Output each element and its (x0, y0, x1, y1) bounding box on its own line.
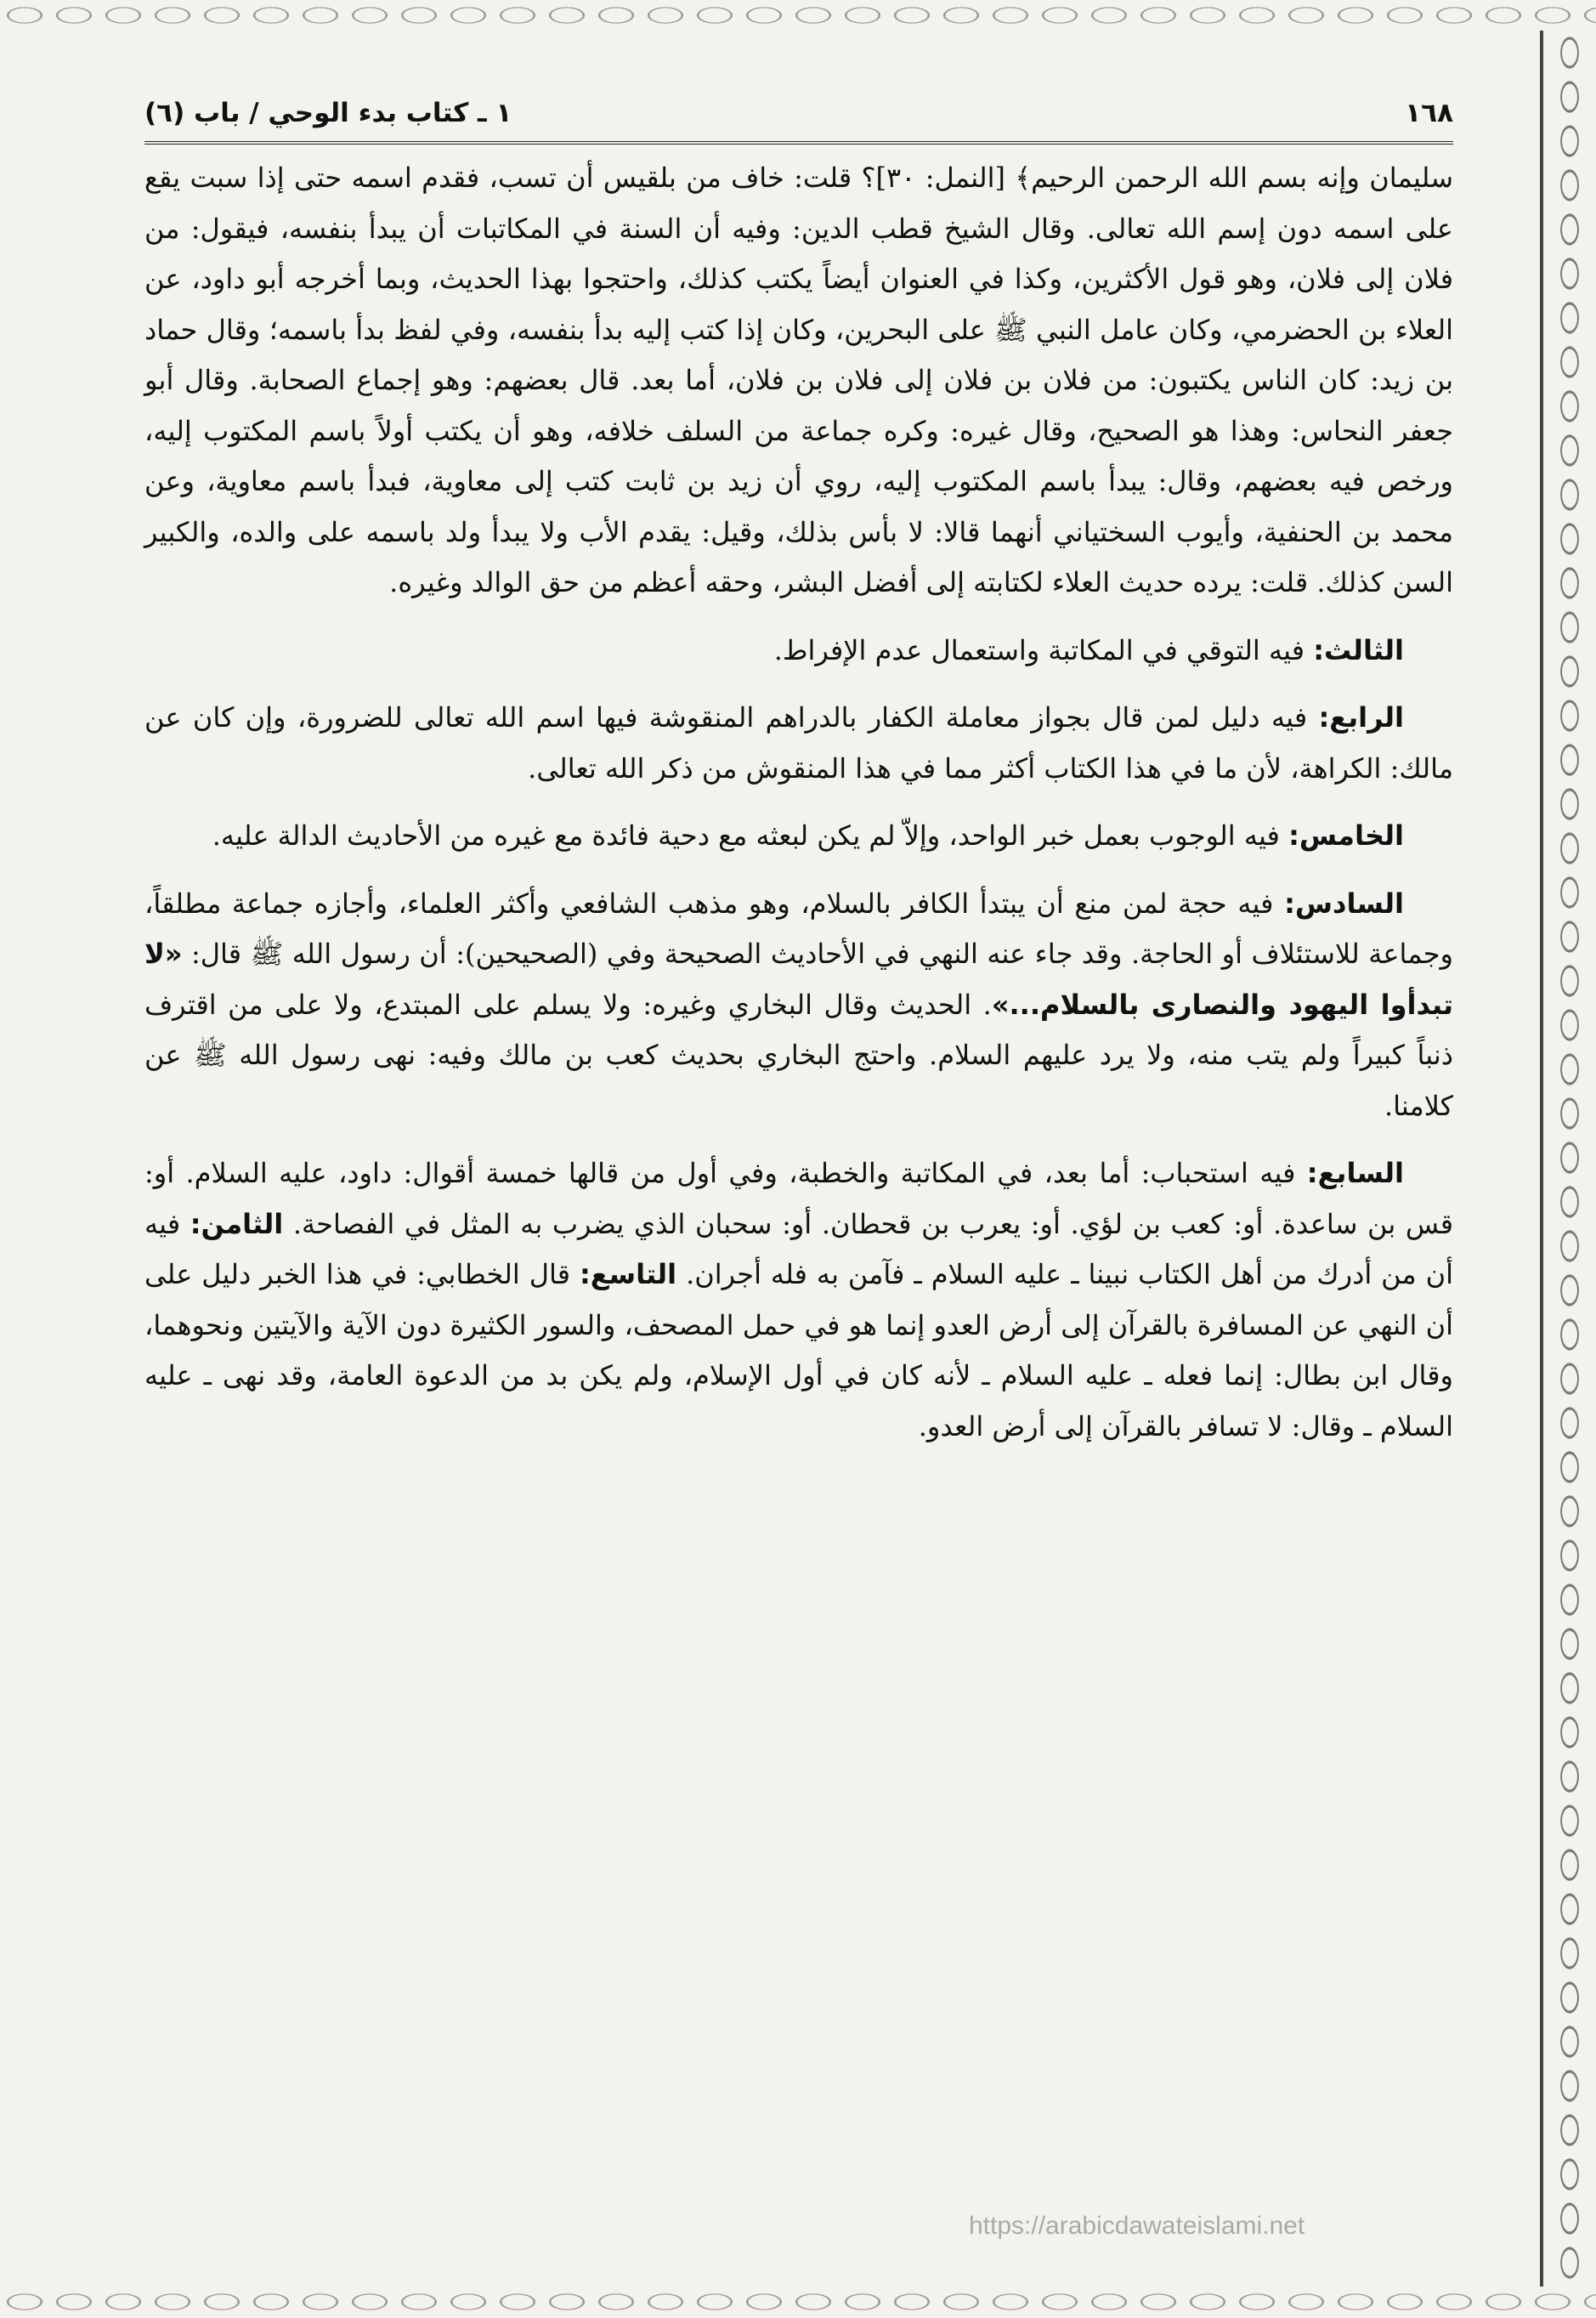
paragraph-fifth (144, 811, 1453, 862)
book-page (144, 85, 1453, 1452)
paragraph-text: فيه التوقي في المكاتبة واستعمال عدم الإفراط. (773, 633, 1314, 666)
section-lead: التاسع: (579, 1258, 677, 1290)
paragraph-text: فيه دليل لمن قال بجواز معاملة الكفار بالدراهم المنقوشة فيها اسم الله تعالى للضرورة، وإن كان عن مالك: الكراهة، لأن ما في هذا الكتاب أكثر مما في هذا المنقوش من ذكر الله تعالى. (144, 701, 1453, 785)
paragraph-seventh (144, 1148, 1453, 1452)
section-lead: الرابع: (1318, 701, 1404, 734)
paragraph-continuation (144, 153, 1453, 609)
section-lead: الخامس: (1288, 819, 1404, 852)
paragraph-sixth (144, 879, 1453, 1132)
paragraph-text: . الحديث وقال البخاري وغيره: ولا يسلم على المبتدع، ولا على من اقترف ذنباً كبيراً ولم يتب منه، ولا يرد عليهم السلام. واحتج البخاري بحديث كعب بن مالك وفيه: نهى رسول الله ﷺ عن كلامنا. (144, 988, 1454, 1122)
top-ornamental-border (0, 0, 1596, 31)
source-watermark: https://arabicdawateislami.net (969, 2212, 1305, 2240)
paragraph-text: فيه حجة لمن منع أن يبتدأ الكافر بالسلام، وهو مذهب الشافعي وأكثر العلماء، وأجازه جماعة مطلقاً، وجماعة للاستئلاف أو الحاجة. وقد جاء عنه النهي في الأحاديث الصحيحة وفي (الصحيحين): أن رسول الله ﷺ قال: (144, 887, 1453, 970)
bottom-ornamental-border (0, 2287, 1596, 2317)
right-border-rule (1540, 31, 1543, 2287)
paragraph-text: فيه أن من أدرك من أهل الكتاب نبينا ـ عليه السلام ـ فآمن به فله أجران. (144, 1207, 1454, 1290)
section-lead: السادس: (1284, 887, 1404, 920)
paragraph-text: فيه الوجوب بعمل خبر الواحد، وإلاّ لم يكن لبعثه مع دحية فائدة مع غيره من الأحاديث الدالة عليه. (212, 819, 1289, 852)
running-title: ١ ـ كتاب بدء الوحي / باب (٦) (144, 98, 512, 128)
section-lead: الثامن: (190, 1207, 284, 1240)
page-number: ١٦٨ (1405, 98, 1453, 128)
hadith-quote: «لا تبدأوا اليهود والنصارى بالسلام...» (144, 938, 1454, 1021)
paragraph-third (144, 626, 1453, 677)
section-lead: الثالث: (1313, 633, 1404, 666)
paragraph-text: سليمان وإنه بسم الله الرحمن الرحيم﴾ [النمل: ٣٠]؟ قلت: خاف من بلقيس أن تسب، فقدم اسمه حتى إذا سبت يقع على اسمه دون إسم الله تعالى. وقال الشيخ قطب الدين: وفيه أن السنة في المكاتبات أن يبدأ بنفسه، فيقول: من فلان إلى فلان، وهو قول الأكثرين، وكذا في العنوان أيضاً يكتب كذلك، واحتجوا بهذا الحديث، وبما أخرجه أبو داود، عن العلاء بن الحضرمي، وكان عامل النبي ﷺ على البحرين، وكان إذا كتب إليه بدأ بنفسه، وفي لفظ بدأ باسمه؛ وقال حماد بن زيد: كان الناس يكتبون: من فلان بن فلان إلى فلان بن فلان، أما بعد. قال بعضهم: وهو إجماع الصحابة. وقال أبو جعفر النحاس: وهذا هو الصحيح، وقال غيره: وكره جماعة من السلف خلافه، وهو أن يكتب أولاً باسم المكتوب إليه، ورخص فيه بعضهم، وقال: يبدأ باسم المكتوب إليه، روي أن زيد بن ثابت كتب إلى معاوية، فبدأ باسم معاوية، وعن محمد بن الحنفية، وأيوب السختياني أنهما قالا: لا بأس بذلك، وقيل: يقدم الأب ولا يبدأ ولد باسمه على والده، والكبير السن كذلك. قلت: يرده حديث العلاء لكتابته إلى أفضل البشر، وحقه أعظم من حق الوالد وغيره. (144, 162, 1454, 598)
paragraph-fourth (144, 693, 1453, 794)
paragraph-text: قال الخطابي: في هذا الخبر دليل على أن النهي عن المسافرة بالقرآن إلى أرض العدو إنما هو في حمل المصحف، والسور الكثيرة دون الآية والآيتين ونحوهما، وقال ابن بطال: إنما فعله ـ عليه السلام ـ لأنه كان في أول الإسلام، ولم يكن بد من الدعوة العامة، وقد نهى ـ عليه السلام ـ وقال: لا تسافر بالقرآن إلى أرض العدو. (144, 1258, 1454, 1442)
page-header (144, 85, 1453, 145)
section-lead: السابع: (1306, 1157, 1404, 1189)
right-ornamental-border (1541, 31, 1596, 2287)
page-body (144, 153, 1453, 1452)
paragraph-text: فيه استحباب: أما بعد، في المكاتبة والخطبة، وفي أول من قالها خمسة أقوال: داود، عليه السلام. أو: قس بن ساعدة. أو: كعب بن لؤي. أو: يعرب بن قحطان. أو: سحبان الذي يضرب به المثل في الفصاحة. (144, 1157, 1454, 1240)
